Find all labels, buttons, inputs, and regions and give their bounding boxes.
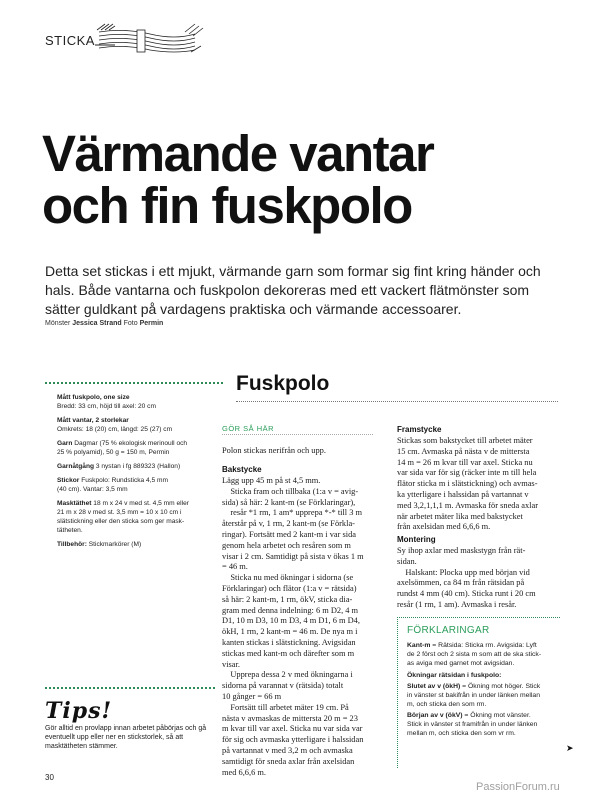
explanations-title: FÖRKLARINGAR: [407, 625, 490, 636]
gauge-value-3: slätstickning eller den sticka som ger mask-: [57, 518, 185, 525]
instruction-line: återstår på v, 1 rm, 2 kant-m (se Förkla-: [222, 519, 355, 529]
instruction-line: Sticka nu med ökningar i sidorna (se: [222, 573, 354, 583]
photo-label: Foto: [123, 320, 138, 327]
instruction-line: m kvar till var axel. Sticka nu var sida var: [222, 724, 363, 734]
instruction-line: axelsömmen, ca 84 m från rätsidan på: [397, 578, 525, 588]
instruction-line: med 6,6,6 m.: [222, 767, 266, 777]
instructions-label: GÖR SÅ HÄR: [222, 424, 275, 433]
explanation-text-5: = Ökning mot höger. Stick: [460, 683, 541, 690]
instruction-line: samtidigt för sneda axlar från axelsidan: [222, 756, 355, 766]
instruction-line: på vartannat v med 3,2 m och avmaska: [222, 745, 353, 755]
explanation-line-9: Stick in vänster st framifrån in under länken: [407, 721, 538, 728]
credit-line: [45, 320, 163, 327]
instruction-line: var sida var för sig (räcker inte m till hela: [397, 468, 537, 478]
instruction-line: ringar). Fortsätt med 2 kant-m i var sida: [222, 529, 356, 539]
title-line-2: och fin fuskpolo: [42, 177, 412, 234]
pattern-author: Jessica Strand: [72, 320, 122, 327]
instruction-line: 15 cm. Avmaska på nästa v de mittersta: [397, 446, 530, 456]
tips-text: Gör alltid en provlapp innan arbetet påbörjas och gå eventuellt upp eller ner en stickstorlek, så att masktätheten stämmer.: [45, 725, 207, 751]
size-polo-value: Bredd: 33 cm, höjd till axel: 20 cm: [57, 403, 156, 410]
instruction-line: så här: 2 kant-m, 1 rm, ökV, sticka dia-: [222, 594, 353, 604]
tips-divider: [45, 687, 215, 689]
continue-arrow-icon: ➤: [566, 743, 574, 753]
yarn-amount-line: [57, 463, 217, 472]
instruction-line: 14 m = 26 m kvar till var axel. Sticka nu: [397, 457, 533, 467]
explanation-line-6: in vänster st bakifrån in under länken mellan: [407, 692, 540, 699]
montering-instructions: [397, 546, 562, 611]
instruction-line: Upprepa dessa 2 v med ökningarna i: [222, 670, 353, 680]
gauge-value: 18 m x 24 v med st. 4,5 mm eller: [91, 500, 189, 507]
subheading-montering: Montering: [397, 535, 436, 544]
instruction-line: resår (1 rm, 1 am). Avmaska i resår.: [397, 599, 517, 609]
needles-label: Stickor: [57, 477, 80, 484]
intro-paragraph: Detta set stickas i ett mjukt, värmande garn som formar sig fint kring händer och hals. Både vantarna och fuskpolon dekoreras med ett vackert flätmönster som sätter guldkant på vardagens praktiska och värmande accessoarer.: [45, 263, 541, 317]
explanation-term-kant: Kant-m: [407, 642, 431, 649]
yarn-value-2: 25 % polyamid), 50 g = 150 m, Permin: [57, 449, 170, 456]
instruction-line: när arbetet mäter lika med bakstycket: [397, 511, 523, 521]
explanation-text-1: = Rätsida: Sticka rm. Avigsida: Lyft: [430, 642, 537, 649]
explanation-term-okh: Slutet av v (ökH): [407, 683, 461, 690]
instruction-line: resår *1 rm, 1 am* upprepa *-* till 3 m: [222, 508, 363, 518]
subheading-framstycke: Framstycke: [397, 425, 442, 434]
instruction-line: från axelsidan med 6,6,6 m.: [397, 522, 491, 532]
instruction-line: Stickas som bakstycket till arbetet mäter: [397, 436, 533, 445]
yarn-value: Dagmar (75 % ekologisk merinoull och: [72, 440, 188, 447]
yarn-amount-value: 3 nystan i fg 889323 (Hallon): [94, 463, 181, 470]
watermark: PassionForum.ru: [476, 781, 560, 793]
instruction-line: 10 gånger = 66 m: [222, 691, 282, 701]
instruction-line: sidan.: [397, 556, 417, 566]
explanation-line-3: as aviga med garnet mot avigsidan.: [407, 660, 515, 667]
bakstycke-instructions: [222, 476, 387, 778]
instruction-line: Förklaringar) och flätor (1:a v = rätsida): [222, 583, 357, 593]
instruction-line: D1, 10 m D3, 10 m D3, 4 m D1, 6 m D4,: [222, 616, 360, 626]
needles-line: [57, 477, 217, 486]
size-polo-heading: Mått fuskpolo, one size: [57, 394, 130, 401]
instruction-line: Lägg upp 45 m på st 4,5 mm.: [222, 476, 321, 485]
section-label: STICKA: [45, 33, 95, 48]
section-heading-fuskpolo: Fuskpolo: [236, 372, 330, 395]
accessories-value: Stickmarkörer (M): [86, 541, 142, 548]
gauge-line: [57, 500, 217, 509]
yarn-skein-icon: [95, 22, 205, 56]
instruction-line: med 3,2,1,1,1 m. Avmaska för sneda axlar: [397, 500, 539, 510]
instructions-divider: [222, 434, 373, 435]
size-mittens-heading: Mått vantar, 2 storlekar: [57, 417, 129, 424]
gauge-value-4: tätheten.: [57, 527, 83, 534]
explanation-line-8: [407, 711, 557, 720]
instruction-line: visar.: [222, 659, 240, 669]
polo-intro: Polon stickas nerifrån och upp.: [222, 446, 326, 455]
page-number: 30: [45, 773, 54, 782]
page-title: [42, 125, 434, 234]
instruction-line: kanten stickas i slätstickning. Avigsidan: [222, 637, 356, 647]
yarn-amount-label: Garnåtgång: [57, 463, 95, 470]
instruction-line: nästa v avmaskas de mittersta 20 m = 23: [222, 713, 358, 723]
instruction-line: ökH, 1 rm, 2 kant-m = 46 m. De nya m i: [222, 627, 358, 637]
needles-value: Fuskpolo: Rundsticka 4,5 mm: [79, 477, 169, 484]
instruction-line: sidorna på varannat v (rätsida) totalt: [222, 681, 344, 691]
gauge-value-2: 21 m x 28 v med st. 3,5 mm = 10 x 10 cm i: [57, 509, 182, 516]
instruction-line: Halskant: Plocka upp med början vid: [397, 567, 530, 577]
instruction-line: Fortsätt till arbetet mäter 19 cm. På: [222, 702, 349, 712]
framstycke-instructions: [397, 436, 562, 533]
yarn-line: [57, 440, 217, 449]
instruction-line: gram med denna indelning: 6 m D2, 4 m: [222, 605, 359, 615]
explanation-line-2: de 2 först och 2 sista m som att de ska stick-: [407, 651, 542, 658]
instruction-line: rundst 4 mm (40 cm). Sticka runt i 20 cm: [397, 589, 536, 599]
gauge-label: Masktäthet: [57, 500, 92, 507]
instruction-line: ka ytterligare i halssidan på vartannat v: [397, 489, 529, 499]
explanation-text-8: = Ökning mot vänster.: [462, 712, 531, 719]
explanation-term-okv: Början av v (ökV): [407, 712, 463, 719]
needles-value-2: (40 cm). Vantar: 3,5 mm: [57, 486, 128, 493]
explanation-line-10: mellan m, och sticka den som vr rm.: [407, 730, 516, 737]
size-mittens-value: Omkrets: 18 (20) cm, längd: 25 (27) cm: [57, 426, 173, 433]
heading-divider: [236, 401, 558, 402]
instruction-line: flätor sticka m i slätstickning) och avmas-: [397, 479, 538, 489]
explanation-subheading: Ökningar rätsidan i fuskpolo:: [407, 672, 502, 679]
subheading-bakstycke: Bakstycke: [222, 465, 262, 474]
materials-box: [45, 382, 223, 554]
instruction-line: genom hela arbetet och resåren som m: [222, 540, 351, 550]
explanation-line-1: [407, 641, 557, 650]
instruction-line: visar i 2 cm. Samtidigt på sista v ökas 1 m: [222, 551, 364, 561]
instruction-line: för sig och avmaska ytterligare i halssidan: [222, 735, 364, 745]
photo-author: Permin: [139, 320, 164, 327]
tips-heading: Tips!: [45, 698, 113, 724]
instruction-line: = 46 m.: [222, 562, 248, 572]
title-line-1: Värmande vantar: [42, 125, 434, 182]
explanation-line-7: m, och sticka den som rm.: [407, 701, 487, 708]
instruction-line: sida) så här: 2 kant-m (se Förklaringar),: [222, 497, 356, 507]
yarn-label: Garn: [57, 440, 73, 447]
accessories-label: Tillbehör:: [57, 541, 87, 548]
instruction-line: Sy ihop axlar med maskstygn från rät-: [397, 546, 526, 555]
accessories-line: [57, 541, 217, 550]
instruction-line: stickas med kant-m och därefter som m: [222, 648, 355, 658]
pattern-label: Mönster: [45, 320, 71, 327]
explanation-line-5: [407, 682, 557, 691]
instruction-line: Sticka fram och tillbaka (1:a v = avig-: [222, 486, 359, 496]
